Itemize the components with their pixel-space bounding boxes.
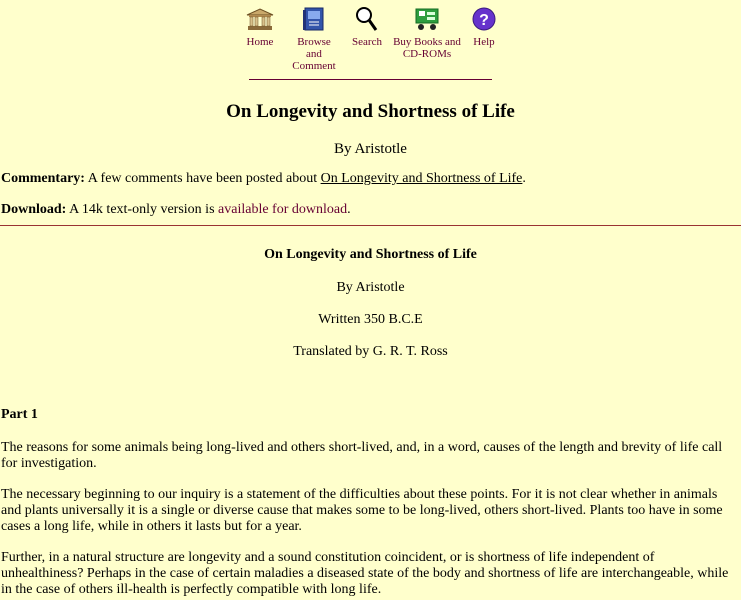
nav-buy[interactable] [393,6,461,60]
nav-help[interactable] [470,6,498,48]
magnifier-icon [350,6,384,32]
section-divider [0,225,741,226]
commentary-line [1,171,526,187]
work-byline: By Aristotle [336,280,405,295]
download-link[interactable]: available for download [218,202,348,217]
help-icon [470,6,498,32]
commentary-text: A few comments have been posted about [84,171,321,186]
nav-home-label: Home [246,36,274,48]
download-text: A 14k text-only version is [66,202,219,217]
download-line [1,202,351,218]
commentary-end: . [522,171,526,186]
work-translated: Translated by G. R. T. Ross [293,344,448,359]
paragraph: The reasons for some animals being long-lived and others short-lived, and, in a word, causes of the length and brevity of life call for investigation. [1,440,723,471]
cart-icon [393,6,461,32]
nav-search[interactable] [350,6,384,48]
page-title: On Longevity and Shortness of Life [226,101,515,122]
download-end: . [347,202,351,217]
nav-buy-label: Buy Books and CD-ROMs [393,36,461,60]
book-icon [288,6,340,32]
download-label: Download: [1,202,67,217]
temple-icon [244,6,276,32]
paragraph: Further, in a natural structure are longevity and a sound constitution coincident, or is shortness of life independent of unhealthiness? Perhaps in the case of certain maladies a diseased state of the body and shortness of life are interchangeable, while in the case of others ill-health is perfectly compatible with long life. [1,550,729,597]
nav-home[interactable] [244,6,276,48]
page-byline: By Aristotle [334,141,407,157]
paragraph: The necessary beginning to our inquiry is a statement of the difficulties about these points. For it is not clear whether in animals and plants universally it is a single or diverse cause that makes some to be long-lived, others short-lived. Plants too have in some cases a long life, while in others it lasts but for a year. [1,487,723,534]
part-heading: Part 1 [1,407,38,422]
top-navigation [0,6,741,72]
commentary-label: Commentary: [1,171,85,186]
nav-search-label: Search [352,36,382,48]
work-title: On Longevity and Shortness of Life [264,247,477,262]
commentary-link[interactable]: On Longevity and Shortness of Life [320,171,523,186]
nav-browse[interactable] [288,6,340,72]
svg-text:?: ? [479,12,489,29]
nav-divider [249,79,492,80]
nav-help-label: Help [473,36,495,48]
work-written: Written 350 B.C.E [318,312,423,327]
nav-browse-label: Browse and Comment [292,36,336,72]
